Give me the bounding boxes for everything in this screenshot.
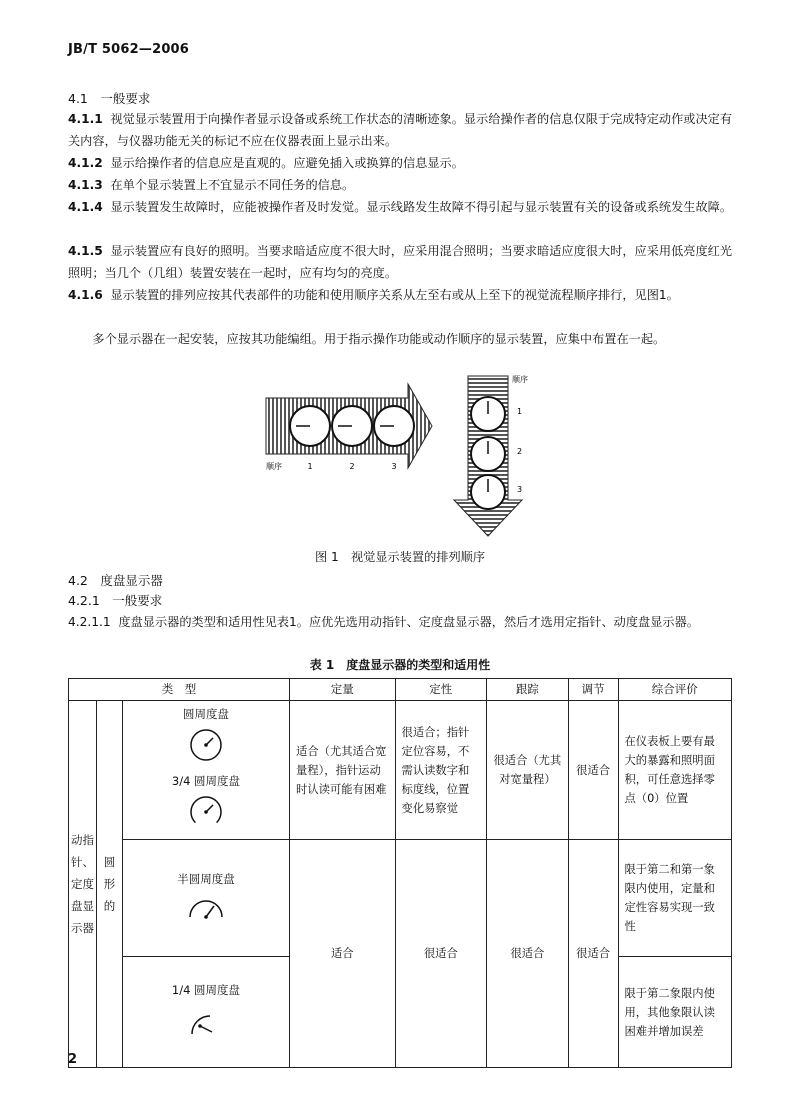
header-qualitative: 定性 <box>395 679 487 701</box>
header-quantitative: 定量 <box>290 679 395 701</box>
cell-overall-evaluation: 限于第二象限内使用，其他象限认读困难并增加误差 <box>618 957 732 1068</box>
three-quarter-dial-icon <box>186 795 226 829</box>
table-header-row <box>69 679 732 701</box>
full-circle-dial-icon <box>186 728 226 762</box>
horizontal-number: 2 <box>349 462 355 471</box>
para-4-1-3 <box>68 174 732 196</box>
figure-1-display-arrangement <box>260 370 560 540</box>
cell-tracking: 很适合 <box>487 840 569 1068</box>
vertical-number: 3 <box>517 485 523 494</box>
para-4-1-5 <box>68 240 732 284</box>
clause-number: 4.1.1 <box>68 112 103 126</box>
table-row <box>69 840 732 957</box>
horizontal-sequence-label: 顺序 <box>266 462 282 471</box>
horizontal-number: 1 <box>307 462 313 471</box>
dial-cell-quarter-circle <box>122 957 289 1068</box>
document-number: JB/T 5062—2006 <box>68 42 190 57</box>
clause-text: 显示装置发生故障时，应能被操作者及时发觉。显示线路发生故障不得引起与显示装置有关的设备或系统发生故障。 <box>110 200 733 214</box>
para-4-1-6-continued: 多个显示器在一起安装，应按其功能编组。用于指示操作功能或动作顺序的显示装置，应集中布置在一起。 <box>92 332 666 346</box>
dial-type-label: 1/4 圆周度盘 <box>171 982 241 997</box>
subgroup-label: 圆形的 <box>97 701 123 1068</box>
para-4-1-1 <box>68 108 732 152</box>
table-1-title: 表 1 度盘显示器的类型和适用性 <box>309 658 491 672</box>
page-number: 2 <box>68 1052 78 1067</box>
vertical-arrow <box>454 374 528 536</box>
header-tracking: 跟踪 <box>487 679 569 701</box>
section-4-2-1-heading: 4.2.1 一般要求 <box>68 593 163 608</box>
para-4-2-1-1 <box>68 611 732 633</box>
figure-1-caption: 图 1 视觉显示装置的排列顺序 <box>314 550 486 564</box>
clause-number: 4.1.5 <box>68 244 103 258</box>
dial-type-label: 半圆周度盘 <box>177 871 235 886</box>
header-type: 类 型 <box>69 679 290 701</box>
group-label: 动指针、定度盘显示器 <box>69 701 97 1068</box>
quarter-circle-dial-icon <box>186 1004 226 1038</box>
dial-type-label: 3/4 圆周度盘 <box>171 774 241 788</box>
para-4-1-4 <box>68 196 732 218</box>
clause-text: 度盘显示器的类型和适用性见表1。应优先选用动指针、定度盘显示器，然后才选用定指针、动度盘显示器。 <box>118 615 699 629</box>
cell-tracking: 很适合（尤其对宽量程） <box>487 701 569 840</box>
cell-quantitative: 适合（尤其适合宽量程），指针运动时认读可能有困难 <box>290 701 395 840</box>
table-1 <box>68 678 732 1068</box>
clause-number: 4.1.3 <box>68 178 103 192</box>
vertical-number: 1 <box>517 407 523 416</box>
dial-cell-circle-and-three-quarter <box>122 701 289 840</box>
vertical-sequence-label: 顺序 <box>512 375 528 384</box>
cell-adjustment: 很适合 <box>568 840 618 1068</box>
horizontal-number: 3 <box>391 462 397 471</box>
half-circle-dial-icon <box>184 893 228 921</box>
dial-cell-half-circle <box>122 840 289 957</box>
horizontal-arrow <box>266 384 432 471</box>
clause-text: 在单个显示装置上不宜显示不同任务的信息。 <box>110 178 355 192</box>
cell-qualitative: 很适合 <box>395 840 487 1068</box>
para-4-1-2 <box>68 152 732 174</box>
clause-number: 4.1.2 <box>68 156 103 170</box>
dial-type-label: 圆周度盘 <box>182 707 229 721</box>
clause-number: 4.2.1.1 <box>68 615 111 629</box>
para-4-1-6 <box>68 284 732 306</box>
header-adjustment: 调节 <box>568 679 618 701</box>
cell-qualitative: 很适合；指针定位容易，不需认读数字和标度线，位置变化易察觉 <box>395 701 487 840</box>
cell-adjustment: 很适合 <box>568 701 618 840</box>
clause-number: 4.1.6 <box>68 288 103 302</box>
cell-overall-evaluation: 限于第二和第一象限内使用，定量和定性容易实现一致性 <box>618 840 732 957</box>
section-4-2-heading: 4.2 度盘显示器 <box>68 573 163 588</box>
clause-text: 视觉显示装置用于向操作者显示设备或系统工作状态的清晰迹象。显示给操作者的信息仅限于完成特定动作或决定有关内容，与仪器功能无关的标记不应在仪器表面上显示出来。 <box>68 112 733 148</box>
vertical-number: 2 <box>517 447 523 456</box>
clause-number: 4.1.4 <box>68 200 103 214</box>
clause-text: 显示装置应有良好的照明。当要求暗适应度不很大时，应采用混合照明；当要求暗适应度很大时，应采用低亮度红光照明；当几个（几组）装置安装在一起时，应有均匀的亮度。 <box>68 244 733 280</box>
section-4-1-heading: 4.1 一般要求 <box>68 91 151 106</box>
clause-text: 显示装置的排列应按其代表部件的功能和使用顺序关系从左至右或从上至下的视觉流程顺序排行，见图1。 <box>110 288 679 302</box>
header-overall-evaluation: 综合评价 <box>618 679 732 701</box>
clause-text: 显示给操作者的信息应是直观的。应避免插入或换算的信息显示。 <box>110 156 464 170</box>
cell-overall-evaluation: 在仪表板上要有最大的暴露和照明面积，可任意选择零点（0）位置 <box>618 701 732 840</box>
table-row <box>69 701 732 840</box>
cell-quantitative: 适合 <box>290 840 395 1068</box>
